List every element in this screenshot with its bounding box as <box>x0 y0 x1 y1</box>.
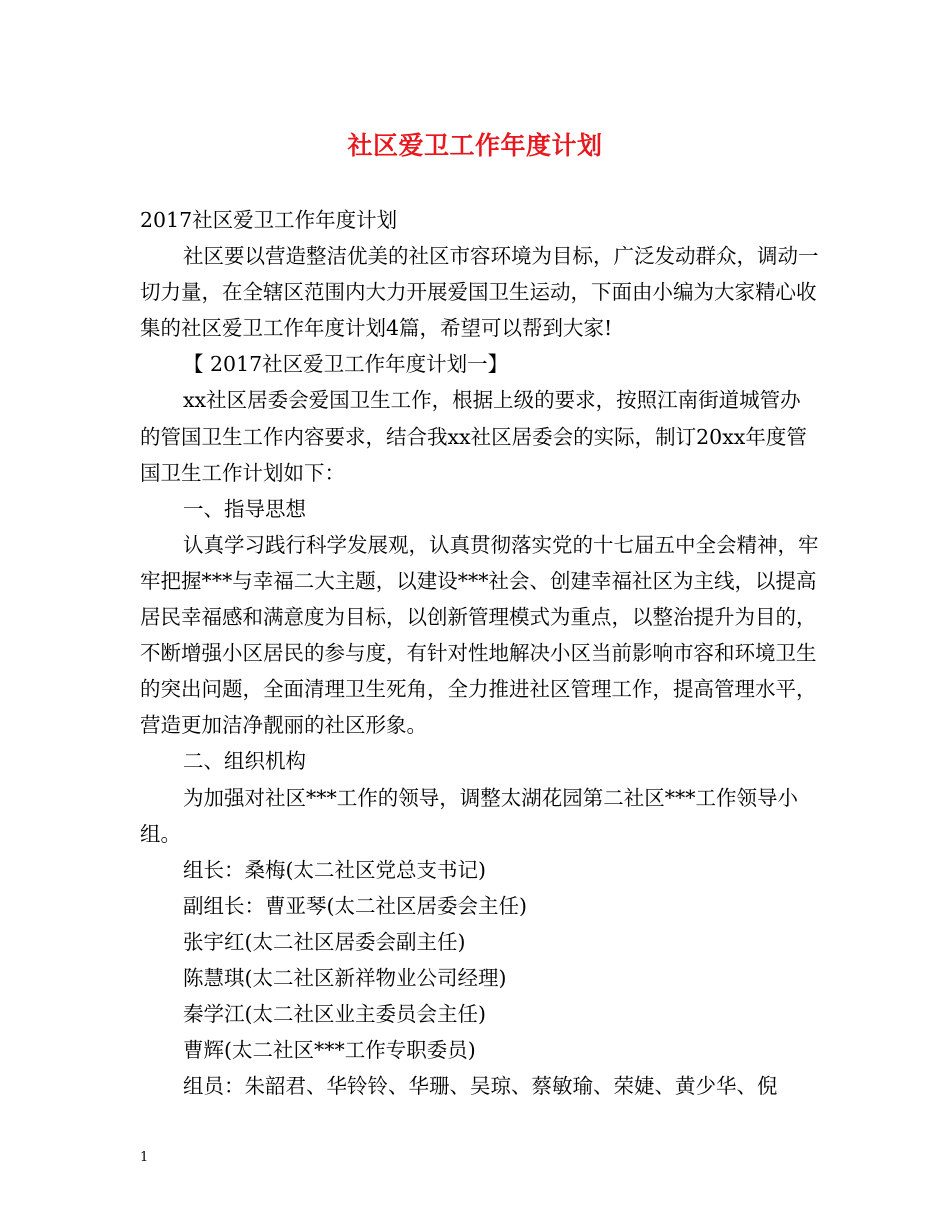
group-members-line: 组员：朱韶君、华铃铃、华珊、吴琼、蔡敏瑜、荣婕、黄少华、倪 <box>183 1074 778 1099</box>
deputy-leader-line: 副组长：曹亚琴(太二社区居委会主任) <box>183 893 527 918</box>
page-number: 1 <box>140 1150 149 1165</box>
plan-one-heading: 【 2017社区爱卫工作年度计划一】 <box>183 352 509 377</box>
guiding-ideology-paragraph: 认真学习践行科学发展观，认真贯彻落实党的十七届五中全会精神，牢牢把握***与幸福二大主题，以建设***社会、创建幸福社区为主线，以提高居民幸福感和满意度为目标，以创新管理模式为重点，以整治提升为目的，不断增强小区居民的参与度，有针对性地解决小区当前影响市容和环境卫生的突出问题，全面清理卫生死角，全力推进社区管理工作，提高管理水平，营造更加洁净靓丽的社区形象。 <box>140 532 819 738</box>
document-body <box>140 202 820 1104</box>
section-heading-organization: 二、组织机构 <box>183 749 306 774</box>
plan-one-paragraph: xx社区居委会爱国卫生工作，根据上级的要求，按照江南街道城管办的管国卫生工作内容要求，结合我xx社区居委会的实际，制订20xx年度管国卫生工作计划如下： <box>140 388 807 485</box>
member-line: 张宇红(太二社区居委会副主任) <box>183 929 466 954</box>
intro-paragraph: 社区要以营造整洁优美的社区市容环境为目标，广泛发动群众，调动一切力量，在全辖区范围内大力开展爱国卫生运动，下面由小编为大家精心收集的社区爱卫工作年度计划4篇，希望可以帮到大家! <box>140 244 819 341</box>
member-line: 陈慧琪(太二社区新祥物业公司经理) <box>183 965 507 990</box>
member-line: 秦学江(太二社区业主委员会主任) <box>183 1002 486 1027</box>
organization-paragraph: 为加强对社区***工作的领导，调整太湖花园第二社区***工作领导小组。 <box>140 785 798 846</box>
member-line: 曹辉(太二社区***工作专职委员) <box>183 1038 476 1063</box>
document-subtitle: 2017社区爱卫工作年度计划 <box>140 208 398 232</box>
document-title: 社区爱卫工作年度计划 <box>347 131 603 160</box>
group-leader-line: 组长：桑梅(太二社区党总支书记) <box>183 857 486 882</box>
section-heading-guiding-ideology: 一、指导思想 <box>183 496 306 521</box>
